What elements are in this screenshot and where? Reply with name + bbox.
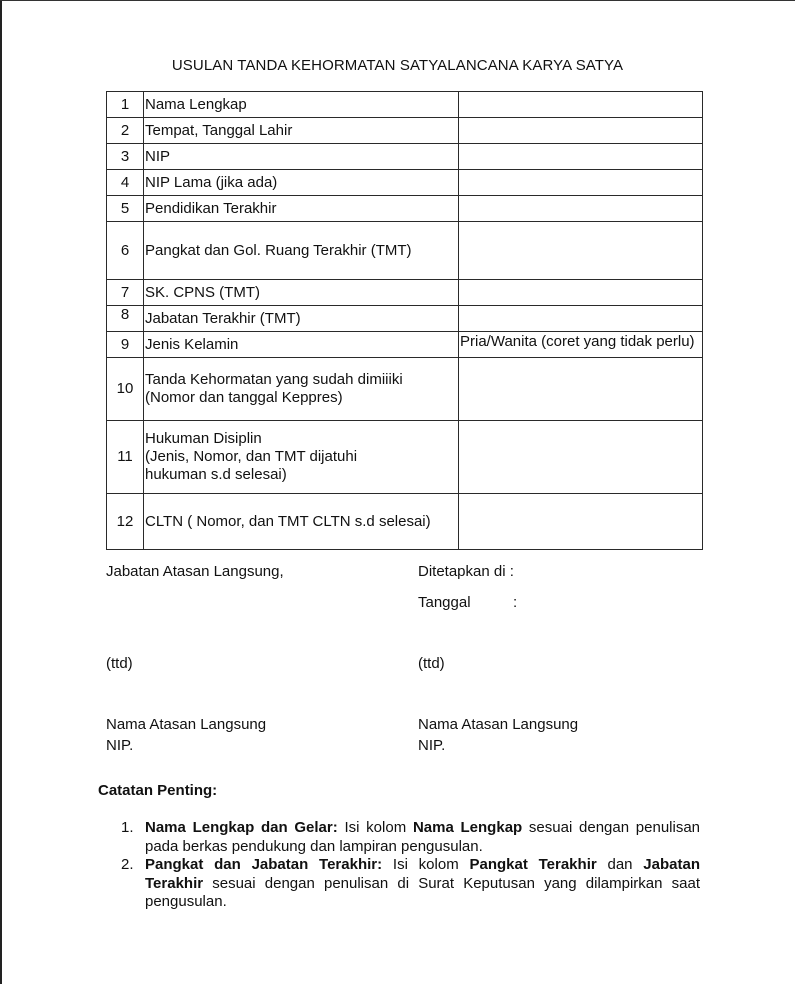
right-signatory-name: Nama Atasan Langsung (418, 716, 579, 733)
row-number: 5 (107, 196, 144, 222)
row-value[interactable] (459, 170, 703, 196)
left-signatory-name: Nama Atasan Langsung (106, 716, 267, 733)
note-text-part: sesuai dengan penulisan pada berkas pendukung dan lampiran pengusulan. (145, 819, 701, 855)
row-number: 3 (107, 144, 144, 170)
row-label: Nama Lengkap (144, 92, 459, 118)
row-number: 10 (107, 358, 144, 421)
note-bold: Pangkat dan Jabatan Terakhir: (145, 856, 383, 873)
table-row (107, 92, 703, 118)
note-text-part: Isi kolom (382, 856, 470, 873)
row-value[interactable] (459, 92, 703, 118)
row-number: 12 (107, 494, 144, 550)
notes-list (121, 819, 700, 912)
note-text (145, 819, 700, 856)
table-row (107, 358, 703, 421)
row-label: Jabatan Terakhir (TMT) (144, 306, 459, 332)
document-title: USULAN TANDA KEHORMATAN SATYALANCANA KARYA SATYA (171, 57, 624, 74)
row-label: Pangkat dan Gol. Ruang Terakhir (TMT) (144, 222, 459, 280)
date-colon: : (513, 594, 518, 611)
note-text-part: dan (596, 856, 644, 873)
row-value[interactable] (459, 196, 703, 222)
row-number: 1 (107, 92, 144, 118)
row-label-line1: Hukuman Disiplin (145, 430, 262, 447)
table-row (107, 118, 703, 144)
row-label: Pendidikan Terakhir (144, 196, 459, 222)
row-label-line2: (Jenis, Nomor, dan TMT dijatuhi hukuman s.d selesai) (145, 448, 358, 483)
row-number: 11 (107, 421, 144, 494)
note-text-part: Isi kolom (337, 819, 413, 836)
note-item (121, 856, 700, 912)
right-signature-ttd: (ttd) (418, 655, 445, 672)
row-label: NIP Lama (jika ada) (144, 170, 459, 196)
note-number: 1. (121, 819, 134, 836)
place-label: Ditetapkan di : (418, 563, 514, 580)
right-signatory-nip: NIP. (418, 737, 446, 754)
note-text (145, 856, 700, 912)
row-number: 8 (107, 306, 144, 332)
left-signature-ttd: (ttd) (106, 655, 133, 672)
row-label: CLTN ( Nomor, dan TMT CLTN s.d selesai) (144, 494, 459, 550)
table-row (107, 280, 703, 306)
row-label (144, 421, 459, 494)
note-bold: Nama Lengkap (412, 819, 523, 836)
table-row (107, 421, 703, 494)
form-table (106, 91, 703, 550)
note-item (121, 819, 700, 856)
row-value[interactable] (459, 280, 703, 306)
row-value[interactable] (459, 222, 703, 280)
row-value[interactable] (459, 118, 703, 144)
table-row (107, 494, 703, 550)
note-bold: Jabatan Terakhir (145, 856, 700, 892)
note-number: 2. (121, 856, 134, 873)
table-row (107, 306, 703, 332)
note-text-part: sesuai dengan penulisan di Surat Keputusan yang dilampirkan saat pengusulan. (145, 874, 700, 910)
note-bold: Pangkat Terakhir (469, 856, 597, 873)
row-label: Tempat, Tanggal Lahir (144, 118, 459, 144)
row-label: NIP (144, 144, 459, 170)
table-row (107, 196, 703, 222)
date-label: Tanggal (418, 594, 471, 611)
row-value[interactable] (459, 494, 703, 550)
row-value[interactable] (459, 144, 703, 170)
row-value[interactable] (459, 306, 703, 332)
row-number: 6 (107, 222, 144, 280)
row-value[interactable] (459, 421, 703, 494)
page-left-edge (0, 0, 2, 984)
notes-heading: Catatan Penting: (98, 782, 218, 799)
table-row (107, 332, 703, 358)
left-signatory-nip: NIP. (106, 737, 134, 754)
note-bold: Nama Lengkap dan Gelar: (145, 819, 338, 836)
row-number: 7 (107, 280, 144, 306)
table-row (107, 222, 703, 280)
row-value[interactable]: Pria/Wanita (coret yang tidak perlu) (459, 332, 703, 358)
row-number: 4 (107, 170, 144, 196)
row-label: Jenis Kelamin (144, 332, 459, 358)
table-row (107, 144, 703, 170)
row-label: Tanda Kehormatan yang sudah dimiiiki (Nomor dan tanggal Keppres) (144, 358, 459, 421)
row-number: 2 (107, 118, 144, 144)
table-row (107, 170, 703, 196)
row-value[interactable] (459, 358, 703, 421)
left-signatory-position: Jabatan Atasan Langsung, (106, 563, 284, 580)
row-label: SK. CPNS (TMT) (144, 280, 459, 306)
row-number: 9 (107, 332, 144, 358)
page-top-edge (0, 0, 795, 1)
